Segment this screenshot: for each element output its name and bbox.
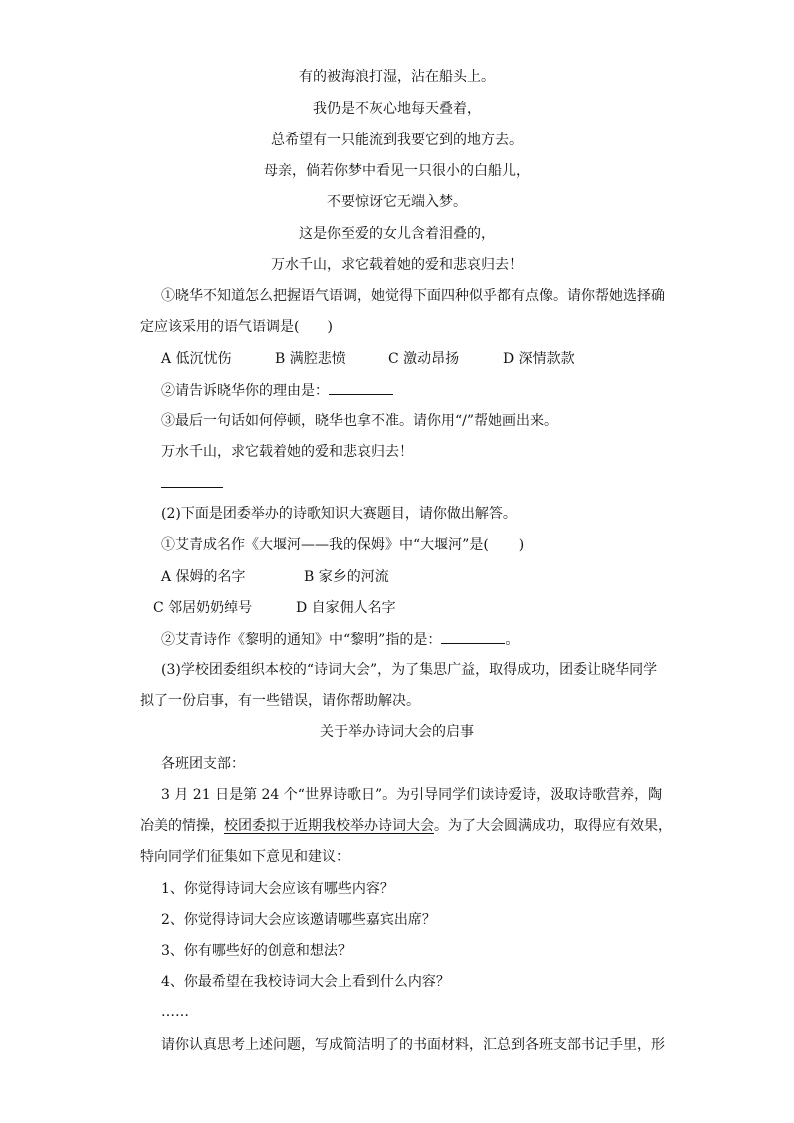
- q1-reason: [161, 380, 393, 400]
- poem-line-4: 母亲，倘若你梦中看见一只很小的白船儿，: [264, 163, 530, 179]
- q1-pause-line: 万水千山，求它载着她的爱和悲哀归去！: [161, 444, 413, 460]
- notice-para-line-1: 3 月 21 日是第 24 个“世界诗歌日”。为引导同学们读诗爱诗，汲取诗歌营养，陶: [161, 787, 663, 803]
- notice-item-4: 4、你最希望在我校诗词大会上看到什么内容？: [161, 974, 450, 990]
- q2-intro: (2)下面是团委举办的诗歌知识大赛题目，请你做出解答。: [161, 506, 517, 522]
- notice-item-1: 1、你觉得诗词大会应该有哪些内容？: [161, 881, 394, 897]
- q1-answer-line[interactable]: [161, 487, 223, 488]
- q2-option-c[interactable]: C 邻居奶奶绰号: [153, 600, 253, 616]
- poem-line-2: 我仍是不灰心地每天叠着，: [313, 101, 481, 117]
- poem-line-6: 这是你至爱的女儿含着泪叠的，: [299, 226, 495, 242]
- notice-greeting: 各班团支部：: [161, 756, 245, 772]
- q2-sub1-text: ①艾青成名作《大堰河——我的保姆》中“大堰河”是(: [161, 537, 489, 553]
- q2-sub1-close: ): [518, 537, 525, 553]
- poem-line-5: 不要惊讶它无端入梦。: [327, 194, 467, 210]
- notice-para-text-a: 冶美的情操，: [140, 818, 224, 834]
- q3-intro-line-2: 拟了一份启事，有一些错误，请你帮助解决。: [140, 693, 420, 709]
- notice-final-line: 请你认真思考上述问题，写成简洁明了的书面材料，汇总到各班支部书记手里，形: [161, 1037, 665, 1053]
- q2-sub2-text: ②艾青诗作《黎明的通知》中“黎明”指的是：: [161, 632, 442, 648]
- notice-para-line-3: 特向同学们征集如下意见和建议：: [140, 849, 350, 865]
- q2-sub2-end: 。: [505, 632, 520, 648]
- notice-ellipsis: ……: [161, 1004, 189, 1020]
- poem-line-7: 万水千山，求它载着她的爱和悲哀归去！: [271, 257, 523, 273]
- notice-title: 关于举办诗词大会的启事: [320, 724, 474, 740]
- q2-sub2: [161, 629, 519, 649]
- poem-line-3: 总希望有一只能流到我要它到的地方去。: [271, 132, 523, 148]
- q1-stem-text: 定应该采用的语气语调是(: [140, 319, 300, 335]
- poem-line-1: 有的被海浪打湿，沾在船头上。: [299, 69, 495, 85]
- notice-para-line-2: [140, 816, 672, 836]
- q2-option-b[interactable]: B 家乡的河流: [304, 569, 389, 585]
- notice-underlined-error: 校团委拟于近期我校举办诗词大会: [224, 818, 434, 834]
- q2-option-d[interactable]: D 自家佣人名字: [296, 600, 396, 616]
- q1-option-c[interactable]: C 激动昂扬: [388, 351, 460, 367]
- q1-pause-instruction: ③最后一句话如何停顿，晓华也拿不准。请你用“/”帮她画出来。: [161, 413, 559, 429]
- q2-option-a[interactable]: A 保姆的名字: [161, 569, 246, 585]
- q1-stem-close: ): [327, 319, 333, 335]
- notice-item-2: 2、你觉得诗词大会应该邀请哪些嘉宾出席？: [161, 912, 436, 928]
- q2-sub1: [161, 535, 524, 555]
- notice-item-3: 3、你有哪些好的创意和想法？: [161, 943, 352, 959]
- notice-para-text-b: 。为了大会圆满成功，取得应有效果，: [434, 818, 672, 834]
- q1-stem-line-2: [140, 317, 333, 337]
- q1-option-a[interactable]: A 低沉忧伤: [161, 351, 232, 367]
- q3-intro-line-1: (3)学校团委组织本校的“诗词大会”，为了集思广益，取得成功，团委让晓华同学: [161, 662, 658, 678]
- q1-option-b[interactable]: B 满腔悲愤: [275, 351, 346, 367]
- q1-stem-line-1: ①晓华不知道怎么把握语气语调，她觉得下面四种似乎都有点像。请你帮她选择确: [161, 288, 665, 304]
- q1-reason-text: ②请告诉晓华你的理由是：: [161, 383, 329, 399]
- q1-option-d[interactable]: D 深情款款: [503, 351, 575, 367]
- q1-reason-blank[interactable]: [329, 380, 393, 395]
- q2-sub2-blank[interactable]: [441, 629, 505, 644]
